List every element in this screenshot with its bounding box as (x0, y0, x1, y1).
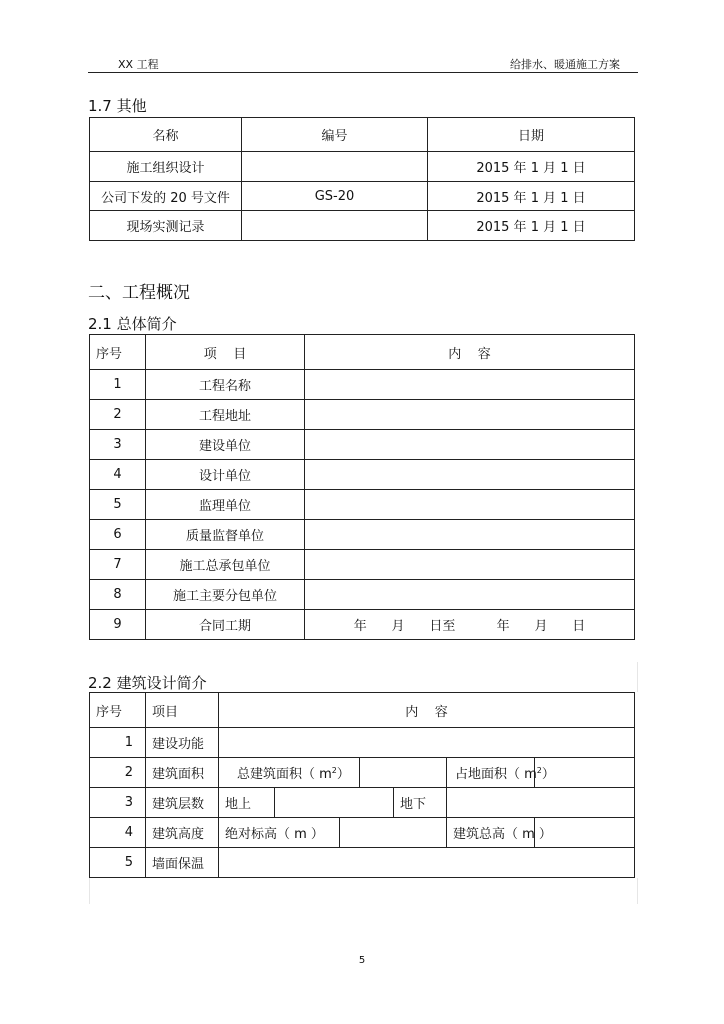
faint-border-right-top (637, 662, 638, 692)
table-row (90, 400, 635, 430)
cell-absolute-elevation-label: 绝对标高（ m ） (219, 818, 340, 848)
cell-item: 建设单位 (146, 430, 305, 460)
cell-name: 施工组织设计 (90, 152, 242, 182)
cell-name: 公司下发的 20 号文件 (90, 182, 242, 211)
section-2-1-title: 2.1 总体简介 (88, 315, 177, 333)
cell-floors-above-label: 地上 (219, 788, 275, 818)
close-paren: ） (541, 767, 555, 782)
header-divider (88, 72, 638, 73)
column-header-content: 内 容 (219, 693, 635, 728)
column-header-date: 日期 (428, 118, 635, 152)
square-superscript: 2 (331, 766, 337, 775)
cell-number: 2 (90, 400, 146, 430)
cell-item: 合同工期 (146, 610, 305, 640)
cell-date: 2015 年 1 月 1 日 (428, 211, 635, 241)
cell-item: 建筑面积 (146, 758, 219, 788)
cell-number: 4 (90, 818, 146, 848)
cell-number: 3 (90, 430, 146, 460)
cell-content (305, 580, 635, 610)
total-floor-area-text: 总建筑面积（ m (237, 767, 332, 782)
cell-site-area-label (447, 758, 555, 788)
page-number: 5 (358, 955, 366, 966)
square-superscript: 2 (536, 766, 542, 775)
table-row (90, 211, 635, 241)
cell-name: 现场实测记录 (90, 211, 242, 241)
cell-contract-period: 年 月 日至 年 月 日 (305, 610, 635, 640)
cell-item: 工程名称 (146, 370, 305, 400)
cell-number: 5 (90, 490, 146, 520)
cell-floors-below-value (447, 788, 635, 818)
cell-content (305, 370, 635, 400)
cell-code (242, 152, 428, 182)
cell-item: 施工总承包单位 (146, 550, 305, 580)
other-documents-table (89, 117, 635, 241)
header-project-name: XX 工程 (118, 58, 159, 71)
table-row (90, 370, 635, 400)
faint-border-left (89, 878, 90, 904)
header-document-title: 给排水、暖通施工方案 (510, 58, 620, 71)
cell-content (305, 520, 635, 550)
cell-item: 监理单位 (146, 490, 305, 520)
section-1-7-title: 1.7 其他 (88, 97, 147, 115)
table-row (90, 728, 635, 758)
cell-number: 7 (90, 550, 146, 580)
cell-item: 设计单位 (146, 460, 305, 490)
cell-content (305, 550, 635, 580)
cell-item: 建筑层数 (146, 788, 219, 818)
building-design-table (89, 692, 635, 878)
column-header-number: 序号 (90, 693, 146, 728)
cell-item: 墙面保温 (146, 848, 219, 878)
table-row (90, 520, 635, 550)
table-row (90, 818, 635, 848)
cell-total-floor-area-label (219, 758, 360, 788)
cell-code (242, 211, 428, 241)
table-row (90, 460, 635, 490)
table-row (90, 152, 635, 182)
column-header-content: 内 容 (305, 335, 635, 370)
cell-absolute-elevation-value (340, 818, 447, 848)
column-header-code: 编号 (242, 118, 428, 152)
column-header-name: 名称 (90, 118, 242, 152)
table-row (90, 610, 635, 640)
cell-total-floor-area-value (360, 758, 447, 788)
column-header-item: 项 目 (146, 335, 305, 370)
cell-item: 建筑高度 (146, 818, 219, 848)
cell-content (305, 430, 635, 460)
cell-item: 质量监督单位 (146, 520, 305, 550)
cell-floors-below-label: 地下 (394, 788, 447, 818)
table-header-row (90, 118, 635, 152)
close-paren: ） (336, 767, 350, 782)
cell-item: 施工主要分包单位 (146, 580, 305, 610)
column-header-item: 项目 (146, 693, 219, 728)
cell-date: 2015 年 1 月 1 日 (428, 182, 635, 211)
cell-number: 9 (90, 610, 146, 640)
cell-content (305, 460, 635, 490)
cell-number: 4 (90, 460, 146, 490)
table-header-row (90, 693, 635, 728)
cell-item: 工程地址 (146, 400, 305, 430)
cell-code: GS-20 (242, 182, 428, 211)
table-row (90, 430, 635, 460)
cell-number: 1 (90, 728, 146, 758)
table-row (90, 758, 635, 788)
table-header-row (90, 335, 635, 370)
cell-content (219, 728, 635, 758)
cell-content (305, 400, 635, 430)
cell-number: 2 (90, 758, 146, 788)
table-row (90, 848, 635, 878)
cell-content (305, 490, 635, 520)
overview-table (89, 334, 635, 640)
site-area-text: 占地面积（ m (455, 767, 537, 782)
cell-number: 1 (90, 370, 146, 400)
table-row (90, 490, 635, 520)
section-2-2-title: 2.2 建筑设计简介 (88, 674, 207, 692)
cell-floors-above-value (275, 788, 394, 818)
cell-date: 2015 年 1 月 1 日 (428, 152, 635, 182)
cell-content (219, 848, 635, 878)
faint-border-right (637, 878, 638, 904)
table-row (90, 788, 635, 818)
cell-number: 5 (90, 848, 146, 878)
cell-number: 6 (90, 520, 146, 550)
cell-number: 8 (90, 580, 146, 610)
table-row (90, 182, 635, 211)
table-row (90, 550, 635, 580)
cell-total-height-label: 建筑总高（ m ） (447, 818, 535, 848)
cell-number: 3 (90, 788, 146, 818)
cell-item: 建设功能 (146, 728, 219, 758)
table-row (90, 580, 635, 610)
column-header-number: 序号 (90, 335, 146, 370)
section-2-title: 二、工程概况 (88, 283, 190, 303)
